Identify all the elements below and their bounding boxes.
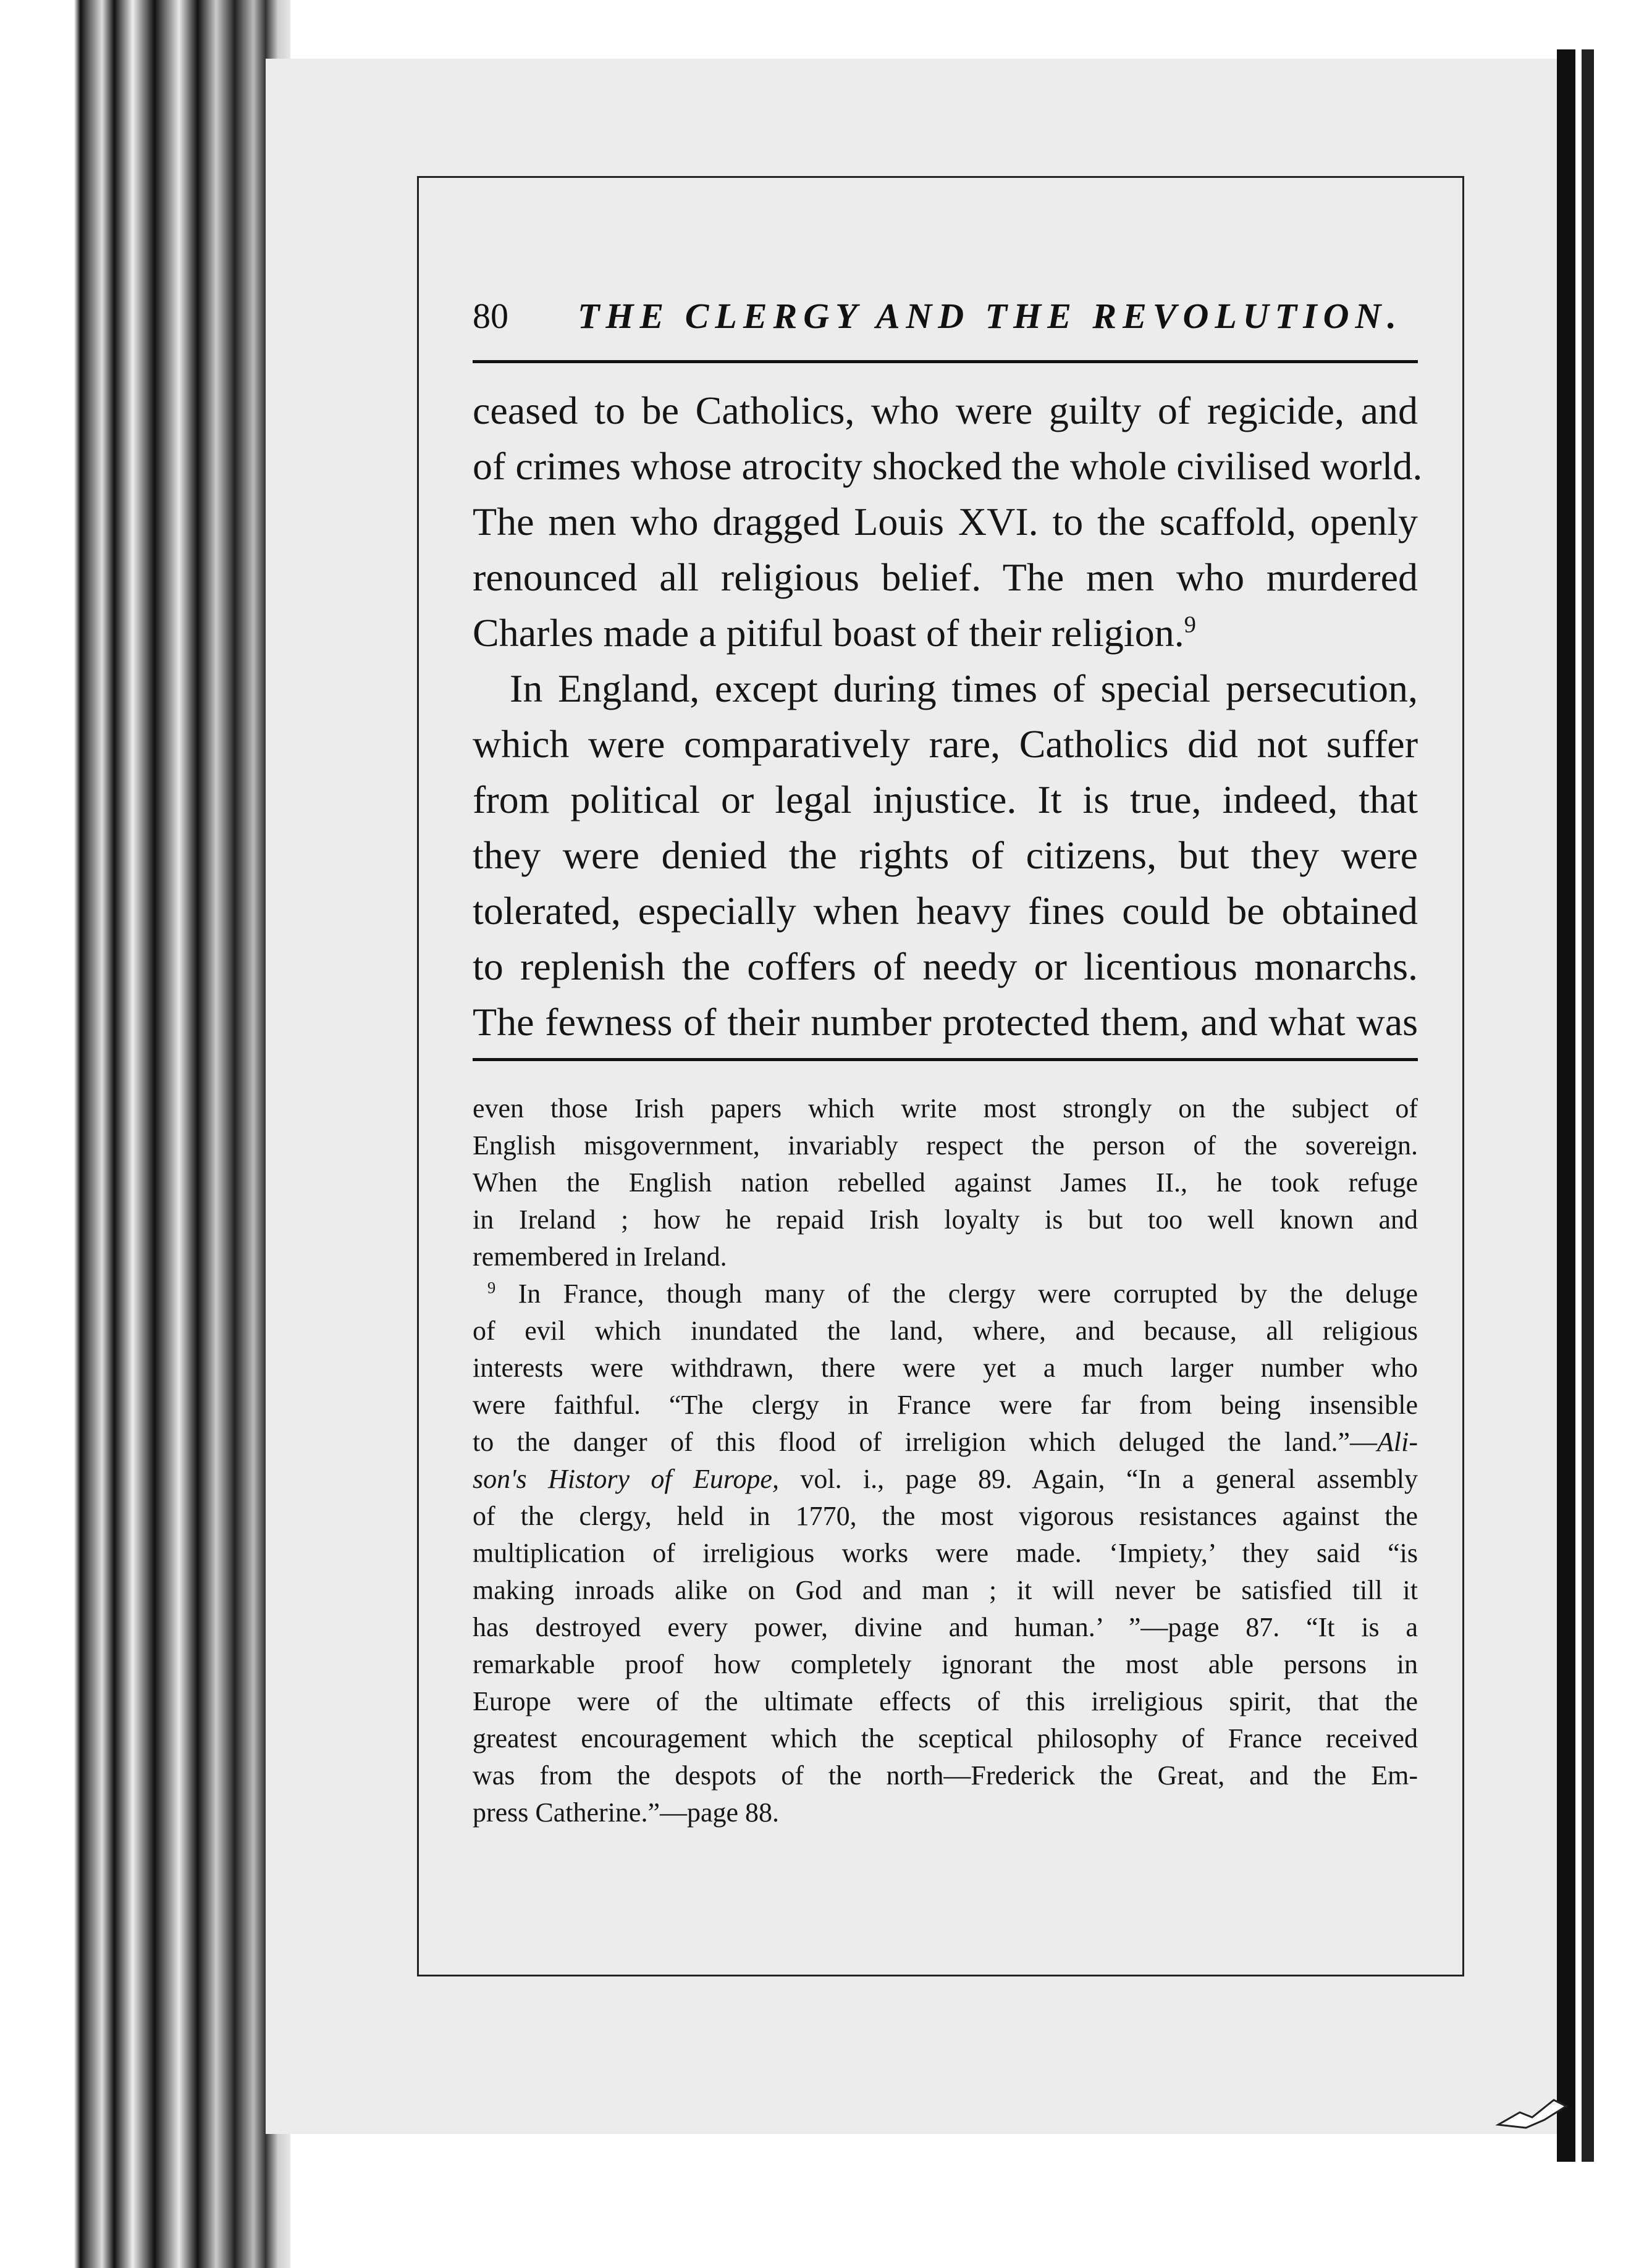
body-line: renounced all religious belief. The men who murdered xyxy=(473,555,1418,599)
footnote-text: In France, though many of the clergy were corrupted by the deluge xyxy=(518,1279,1418,1309)
footnote-number: 9 xyxy=(487,1278,496,1297)
running-head xyxy=(473,295,1418,338)
book-spine-edge xyxy=(0,0,290,2268)
body-line: which were comparatively rare, Catholics did not suffer xyxy=(473,722,1418,766)
footnote-line: When the English nation rebelled against James II., he took refuge xyxy=(473,1167,1418,1198)
footnote-line: of evil which inundated the land, where, and because, all religious xyxy=(473,1316,1418,1346)
citation-italic: son's History of Europe, xyxy=(473,1464,779,1494)
footnote-line xyxy=(473,1461,1418,1498)
footnote-line: interests were withdrawn, there were yet a much larger number who xyxy=(473,1353,1418,1383)
right-page-edge xyxy=(1557,49,1594,2162)
body-line: The men who dragged Louis XVI. to the scaffold, openly xyxy=(473,500,1418,544)
footnote-line xyxy=(473,1275,1418,1312)
body-line: from political or legal injustice. It is true, indeed, that xyxy=(473,778,1418,821)
footnote-line: was from the despots of the north—Frederick the Great, and the Em- xyxy=(473,1760,1418,1791)
body-line: they were denied the rights of citizens, but they were xyxy=(473,833,1418,877)
body-line: of crimes whose atrocity shocked the whole civilised world. xyxy=(473,444,1423,488)
footnote-line: even those Irish papers which write most strongly on the subject of xyxy=(473,1093,1418,1124)
body-line: The fewness of their number protected them, and what was xyxy=(473,1000,1418,1044)
citation-text: vol. i., page 89. xyxy=(778,1464,1032,1494)
body-line: to replenish the coffers of needy or licentious monarchs. xyxy=(473,944,1418,988)
body-line: In England, except during times of special persecution, xyxy=(510,666,1418,710)
footnote-line: were faithful. “The clergy in France were far from being insensible xyxy=(473,1390,1418,1420)
footnote-line: of the clergy, held in 1770, the most vigorous resistances against the xyxy=(473,1501,1418,1531)
body-line: ceased to be Catholics, who were guilty of regicide, and xyxy=(473,388,1418,432)
footnote-line: making inroads alike on God and man ; it will never be satisfied till it xyxy=(473,1575,1418,1605)
footnote-line: has destroyed every power, divine and human.’ ”—page 87. “It is a xyxy=(473,1612,1418,1642)
footnote-reference: 9 xyxy=(1184,611,1196,638)
footnote-text: Again, “In a general assembly xyxy=(1031,1464,1418,1494)
footnote-line xyxy=(473,1424,1418,1461)
page-number: 80 xyxy=(473,296,508,336)
footnote-line: in Ireland ; how he repaid Irish loyalty is but too well known and xyxy=(473,1204,1418,1235)
footnote-line: remarkable proof how completely ignorant the most able persons in xyxy=(473,1649,1418,1679)
header-rule xyxy=(473,360,1418,363)
footnote-rule xyxy=(473,1058,1418,1061)
footnote-line: press Catherine.”—page 88. xyxy=(473,1797,780,1828)
citation-italic: Ali- xyxy=(1377,1427,1418,1457)
footnote-line: Europe were of the ultimate effects of this irreligious spirit, that the xyxy=(473,1686,1418,1716)
body-text: Charles made a pitiful boast of their religion. xyxy=(473,611,1184,655)
body-line xyxy=(473,605,1418,661)
running-title: THE CLERGY AND THE REVOLUTION. xyxy=(578,296,1402,336)
footnote-line: remembered in Ireland. xyxy=(473,1241,727,1272)
footnote-line: greatest encouragement which the sceptical philosophy of France received xyxy=(473,1723,1418,1754)
body-line: tolerated, especially when heavy fines could be obtained xyxy=(473,889,1418,933)
footnote-line: multiplication of irreligious works were made. ‘Impiety,’ they said “is xyxy=(473,1538,1418,1568)
footnote-line: English misgovernment, invariably respect the person of the sovereign. xyxy=(473,1130,1418,1161)
paper-scrap-mark xyxy=(1495,2094,1569,2131)
footnote-text: to the danger of this flood of irreligion which deluged the land.”— xyxy=(473,1427,1378,1457)
